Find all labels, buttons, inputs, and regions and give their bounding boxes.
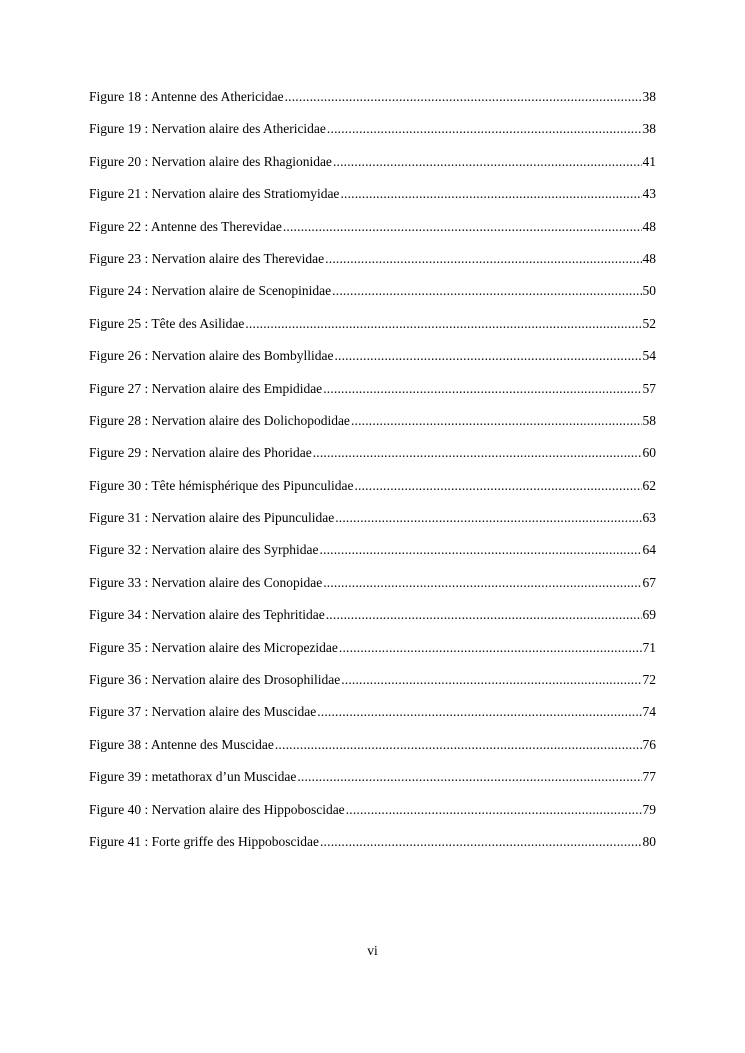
entry-title: Figure 26 : Nervation alaire des Bombyllidae (89, 348, 334, 364)
entry-page: 38 (642, 89, 656, 104)
toc-entry[interactable] (89, 217, 656, 249)
toc-entry[interactable] (89, 119, 656, 151)
dot-leader (341, 670, 641, 690)
entry-title: Figure 18 : Antenne des Athericidae (89, 89, 284, 104)
entry-page: 79 (642, 801, 656, 817)
entry-page: 54 (642, 348, 656, 364)
toc-entry[interactable] (89, 670, 656, 702)
dot-leader (335, 508, 641, 528)
entry-title: Figure 31 : Nervation alaire des Pipunculidae (89, 510, 335, 526)
entry-page: 57 (642, 380, 656, 396)
dot-leader (317, 702, 641, 722)
entry-title: Figure 27 : Nervation alaire des Empididae (89, 380, 323, 396)
toc-entry[interactable] (89, 411, 656, 443)
entry-page: 58 (642, 412, 656, 428)
entry-page: 69 (642, 607, 656, 623)
entry-page: 48 (642, 250, 656, 266)
dot-leader (339, 638, 642, 658)
entry-title: Figure 33 : Nervation alaire des Conopidae (89, 574, 323, 590)
dot-leader (245, 314, 641, 334)
toc-entry[interactable] (89, 184, 656, 216)
toc-entry[interactable] (89, 508, 656, 540)
toc-entry[interactable] (89, 605, 656, 637)
toc-entry[interactable] (89, 702, 656, 734)
dot-leader (320, 832, 642, 852)
toc-entry[interactable] (89, 476, 656, 508)
toc-entry[interactable] (89, 152, 656, 184)
toc-entry[interactable] (89, 540, 656, 572)
entry-page: 41 (642, 153, 656, 169)
entry-page: 74 (642, 704, 656, 720)
entry-page: 50 (642, 283, 656, 299)
dot-leader (333, 152, 642, 172)
entry-page: 71 (642, 639, 656, 655)
dot-leader (351, 411, 642, 431)
entry-title: Figure 34 : Nervation alaire des Tephritidae (89, 607, 325, 623)
dot-leader (313, 443, 642, 463)
entry-page: 52 (642, 315, 656, 331)
dot-leader (297, 767, 641, 787)
entry-title: Figure 30 : Tête hémisphérique des Pipunculidae (89, 477, 354, 493)
dot-leader (323, 379, 641, 399)
entry-title: Figure 24 : Nervation alaire de Scenopinidae (89, 283, 332, 299)
dot-leader (326, 605, 642, 625)
entry-title: Figure 38 : Antenne des Muscidae (89, 736, 274, 752)
entry-title: Figure 32 : Nervation alaire des Syrphidae (89, 542, 319, 558)
entry-title: Figure 41 : Forte griffe des Hippoboscidae (89, 833, 319, 849)
dot-leader (354, 476, 641, 496)
entry-page: 43 (642, 186, 656, 202)
table-of-figures (89, 87, 656, 864)
entry-page: 60 (642, 445, 656, 461)
dot-leader (334, 346, 641, 366)
entry-title: Figure 23 : Nervation alaire des Therevidae (89, 250, 325, 266)
entry-page: 72 (642, 672, 656, 688)
page-number: vi (367, 943, 378, 958)
entry-title: Figure 36 : Nervation alaire des Drosophilidae (89, 672, 341, 688)
toc-entry[interactable] (89, 735, 656, 767)
dot-leader (340, 184, 641, 204)
toc-entry[interactable] (89, 379, 656, 411)
toc-entry[interactable] (89, 281, 656, 313)
entry-title: Figure 28 : Nervation alaire des Dolichopodidae (89, 412, 350, 428)
toc-entry[interactable] (89, 443, 656, 475)
entry-page: 63 (642, 510, 656, 526)
toc-entry[interactable] (89, 800, 656, 832)
toc-entry[interactable] (89, 573, 656, 605)
entry-title: Figure 25 : Tête des Asilidae (89, 315, 245, 331)
entry-title: Figure 19 : Nervation alaire des Athericidae (89, 121, 326, 137)
entry-title: Figure 35 : Nervation alaire des Micropezidae (89, 639, 338, 655)
dot-leader (325, 249, 641, 269)
toc-entry[interactable] (89, 346, 656, 378)
entry-page: 67 (642, 574, 656, 590)
entry-title: Figure 20 : Nervation alaire des Rhagionidae (89, 153, 332, 169)
entry-page: 77 (642, 769, 656, 785)
entry-title: Figure 22 : Antenne des Therevidae (89, 218, 282, 234)
entry-page: 38 (642, 121, 656, 137)
toc-entry[interactable] (89, 87, 656, 119)
toc-entry[interactable] (89, 767, 656, 799)
dot-leader (332, 281, 641, 301)
entry-title: Figure 37 : Nervation alaire des Muscidae (89, 704, 317, 720)
toc-entry[interactable] (89, 832, 656, 864)
dot-leader (327, 119, 642, 139)
toc-entry[interactable] (89, 638, 656, 670)
dot-leader (283, 217, 642, 237)
toc-entry[interactable] (89, 249, 656, 281)
entry-page: 64 (642, 542, 656, 558)
dot-leader (285, 87, 642, 107)
entry-page: 48 (642, 218, 656, 234)
dot-leader (346, 800, 642, 820)
entry-title: Figure 39 : metathorax d’un Muscidae (89, 769, 297, 785)
entry-page: 62 (642, 477, 656, 493)
dot-leader (323, 573, 641, 593)
entry-page: 76 (642, 736, 656, 752)
toc-entry[interactable] (89, 314, 656, 346)
dot-leader (275, 735, 642, 755)
entry-title: Figure 40 : Nervation alaire des Hippoboscidae (89, 801, 345, 817)
dot-leader (319, 540, 641, 560)
entry-page: 80 (642, 833, 656, 849)
entry-title: Figure 29 : Nervation alaire des Phoridae (89, 445, 312, 461)
entry-title: Figure 21 : Nervation alaire des Stratiomyidae (89, 186, 340, 202)
